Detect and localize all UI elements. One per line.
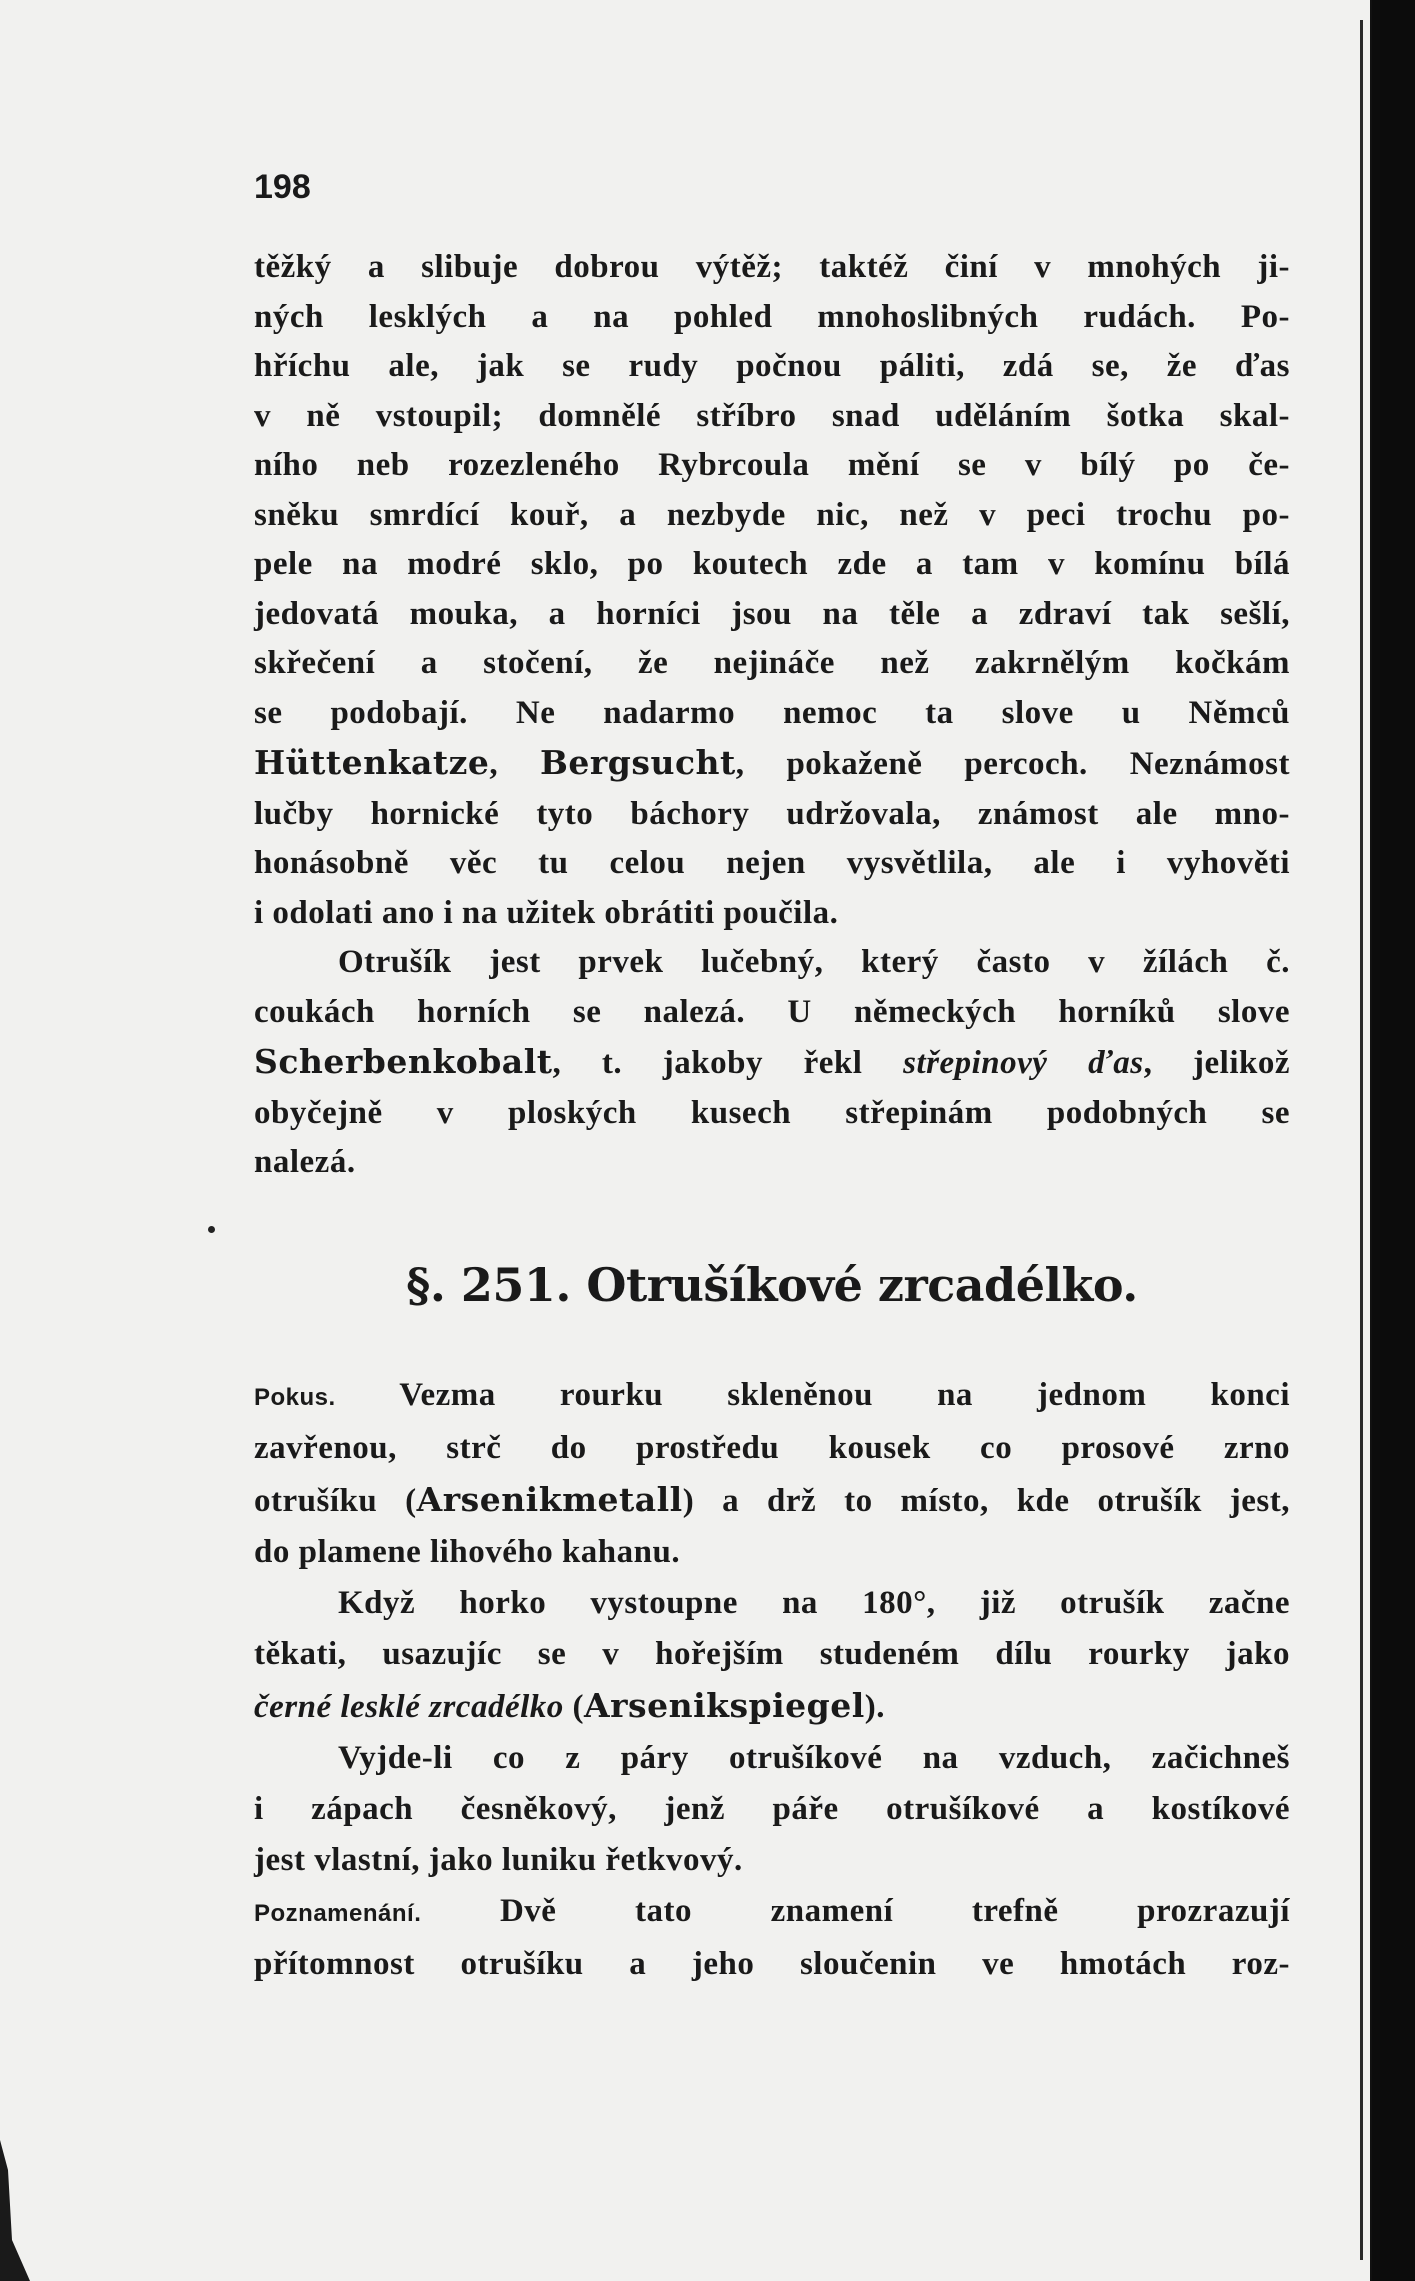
text-line: lučby hornické tyto báchory udržovala, známost ale mno- xyxy=(254,795,1290,832)
text-line: i odolati ano i na užitek obrátiti poučila. xyxy=(254,894,839,931)
page-edge xyxy=(1360,20,1363,2260)
paragraph-3 xyxy=(254,1578,1290,1733)
text-fragment: , t. jakoby řekl xyxy=(552,1045,904,1081)
paragraph-4 xyxy=(254,1733,1290,1886)
page-number: 198 xyxy=(254,168,311,206)
text-block xyxy=(254,243,1290,1188)
text-line: ných lesklých a na pohled mnohoslibných rudách. Po- xyxy=(254,298,1290,335)
text-fragment: ( xyxy=(563,1689,585,1725)
binding-shadow xyxy=(0,2140,60,2281)
margin-dot xyxy=(208,1226,215,1233)
fraktur-term: Arsenikmetall xyxy=(416,1480,683,1519)
text-line: skřečení a stočení, že nejináče než zakrnělým kočkám xyxy=(254,645,1290,681)
text-line: pele na modré sklo, po koutech zde a tam v komínu bílá xyxy=(254,546,1290,582)
text-line: Vyjde-li co z páry otrušíkové na vzduch, začichneš xyxy=(338,1740,1290,1776)
text-line: obyčejně v ploských kusech střepinám podobných se xyxy=(254,1094,1290,1131)
text-line: hříchu ale, jak se rudy počnou páliti, zdá se, že ďas xyxy=(254,348,1290,384)
text-line: ního neb rozezleného Rybrcoula mění se v bílý po če- xyxy=(254,447,1290,483)
italic-term: střepinový ďas xyxy=(903,1045,1144,1081)
text-line: jest vlastní, jako luniku řetkvový. xyxy=(254,1842,743,1878)
text-line: i zápach česněkový, jenž páře otrušíkové a kostíkové xyxy=(254,1791,1290,1827)
text-fragment: , jelikož xyxy=(1143,1045,1291,1081)
fraktur-term: Bergsucht xyxy=(540,743,736,782)
separator: , xyxy=(489,746,541,782)
fraktur-term: Hüttenkatze xyxy=(254,743,490,782)
text-line xyxy=(254,1370,1290,1423)
text-fragment: Dvě tato znamení trefně prozrazují xyxy=(421,1893,1290,1929)
text-fragment: otrušíku ( xyxy=(254,1483,417,1519)
text-line: Když horko vystoupne na 180°, již otrušík začne xyxy=(338,1585,1290,1621)
pokus-paragraph xyxy=(254,1370,1290,1578)
section-body xyxy=(254,1370,1290,1990)
text-fragment: ) a drž to místo, kde otrušík jest, xyxy=(682,1483,1290,1519)
italic-term: černé lesklé zrcadélko xyxy=(254,1689,564,1725)
fraktur-term: Arsenikspiegel xyxy=(584,1686,865,1725)
text-line: nalezá. xyxy=(254,1144,356,1180)
text-line xyxy=(254,1886,1290,1939)
text-line: honásobně věc tu celou nejen vysvětlila, ale i vyhověti xyxy=(254,845,1290,881)
paragraph-1 xyxy=(254,243,1290,938)
text-line: jedovatá mouka, a horníci jsou na těle a zdraví tak sešlí, xyxy=(254,595,1290,632)
text-line xyxy=(254,738,1290,790)
text-line: zavřenou, strč do prostředu kousek co prosové zrno xyxy=(254,1430,1290,1466)
text-line: sněku smrdící kouř, a nezbyde nic, než v peci trochu po- xyxy=(254,496,1290,533)
text-fragment: Vezma rourku skleněnou na jednom konci xyxy=(335,1377,1290,1413)
text-fragment: , pokaženě percoch. Neznámost xyxy=(735,746,1290,782)
text-fragment: ). xyxy=(864,1689,886,1725)
pokus-label: Pokus. xyxy=(254,1384,336,1411)
section-heading: §. 251. Otrušíkové zrcadélko. xyxy=(406,1258,1138,1312)
text-line xyxy=(254,1037,1290,1089)
poznamenani-paragraph xyxy=(254,1886,1290,1990)
text-line: coukách horních se nalezá. U německých horníků slove xyxy=(254,993,1290,1030)
fraktur-term: Scherbenkobalt xyxy=(254,1042,553,1081)
text-line: se podobají. Ne nadarmo nemoc ta slove u Němců xyxy=(254,694,1290,731)
text-line xyxy=(254,1474,1290,1527)
paragraph-2 xyxy=(254,938,1290,1188)
text-line: Otrušík jest prvek lučebný, který často v žílách č. xyxy=(338,944,1290,980)
text-line: přítomnost otrušíku a jeho sloučenin ve hmotách roz- xyxy=(254,1946,1290,1982)
text-line: těkati, usazujíc se v hořejším studeném dílu rourky jako xyxy=(254,1636,1290,1672)
text-line: těžký a slibuje dobrou výtěž; taktéž činí v mnohých ji- xyxy=(254,249,1290,285)
scan-border xyxy=(1372,0,1415,2281)
text-line: do plamene lihového kahanu. xyxy=(254,1534,681,1570)
text-line xyxy=(254,1680,1290,1733)
text-line: v ně vstoupil; domnělé stříbro snad uděláním šotka skal- xyxy=(254,397,1290,434)
poznamenani-label: Poznamenání. xyxy=(254,1900,422,1927)
